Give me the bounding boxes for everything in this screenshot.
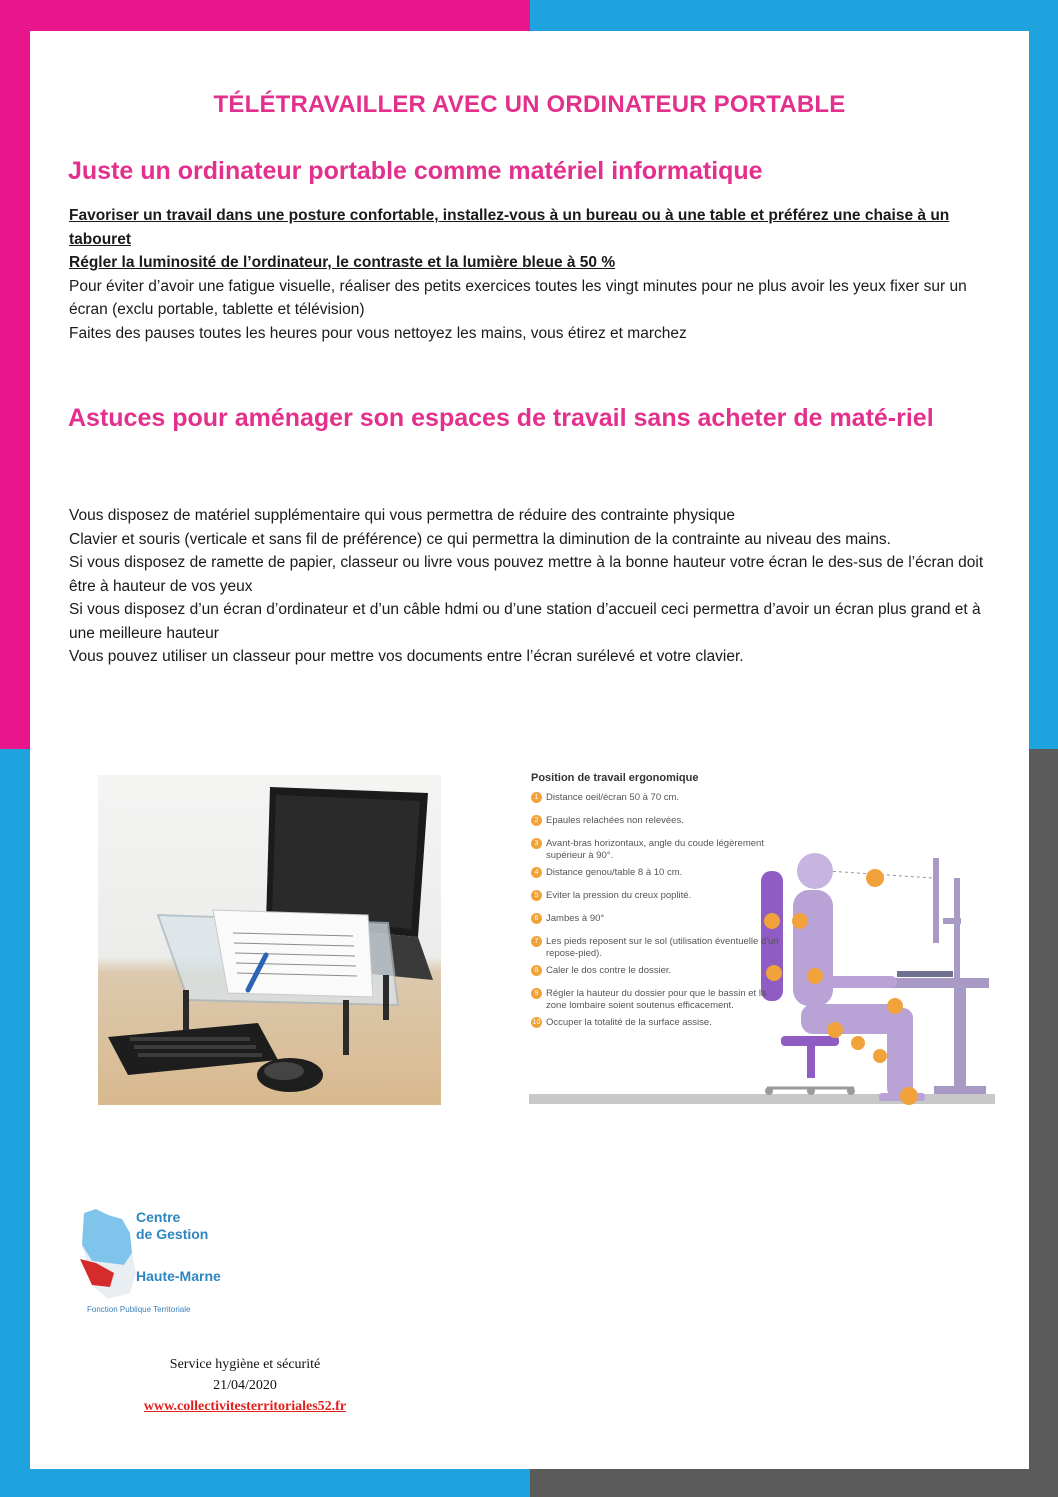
logo-line3: Haute-Marne <box>136 1268 221 1284</box>
section2-heading: Astuces pour aménager son espaces de travail sans acheter de maté-riel <box>68 404 934 432</box>
section2-line: Si vous disposez de ramette de papier, classeur ou livre vous pouvez mettre à la bonne hauteur votre écran le des-sus de l’écran doit être à hauteur de vos yeux <box>69 554 984 595</box>
ergonomic-item: 9 Régler la hauteur du dossier pour que le bassin et la zone lombaire soient soutenus efficacement. <box>531 988 781 1012</box>
number-badge: 1 <box>531 792 542 803</box>
centre-de-gestion-logo <box>74 1201 249 1331</box>
footer-date: 21/04/2020 <box>213 1378 277 1393</box>
ergonomic-title: Position de travail ergonomique <box>531 772 699 784</box>
ergonomic-item: 7 Les pieds reposent sur le sol (utilisation éventuelle d'un repose-pied). <box>531 936 781 960</box>
ergonomic-item: 5 Eviter la pression du creux poplité. <box>531 890 781 902</box>
section2-body <box>69 504 989 669</box>
ergonomic-item: 1 Distance oeil/écran 50 à 70 cm. <box>531 792 781 804</box>
number-badge: 10 <box>532 1019 541 1026</box>
section1-line: Faites des pauses toutes les heures pour vous nettoyez les mains, vous étirez et marchez <box>69 324 687 342</box>
logo-subtitle: Fonction Publique Territoriale <box>87 1305 191 1314</box>
section2-line: Clavier et souris (verticale et sans fil de préférence) ce qui permettra la diminution de la contrainte au niveau des mains. <box>69 530 891 548</box>
haute-marne-map-icon <box>74 1201 144 1311</box>
number-badge: 3 <box>531 838 542 849</box>
section2-line: Vous disposez de matériel supplémentaire qui vous permettra de réduire des contrainte physique <box>69 507 736 524</box>
ergonomic-figure <box>529 768 995 1108</box>
ergonomic-item: 2 Epaules relachées non relevées. <box>531 815 781 827</box>
section1-body <box>69 204 989 345</box>
laptop-stand-photo <box>98 775 441 1105</box>
footer <box>80 1354 410 1417</box>
number-badge: 4 <box>531 867 542 878</box>
ergonomic-item: 4 Distance genou/table 8 à 10 cm. <box>531 867 781 879</box>
section2-line: Vous pouvez utiliser un classeur pour mettre vos documents entre l’écran surélevé et votre clavier. <box>69 648 744 665</box>
number-badge: 9 <box>531 988 542 999</box>
ergonomic-list <box>531 792 781 1040</box>
number-badge: 6 <box>531 913 542 924</box>
number-badge: 8 <box>531 965 542 976</box>
ergonomic-item: 10 Occuper la totalité de la surface assise. <box>532 1017 712 1028</box>
footer-service: Service hygiène et sécurité <box>169 1357 321 1372</box>
page-title: TÉLÉTRAVAILLER AVEC UN ORDINATEUR PORTABLE <box>213 91 846 118</box>
section1-line: Pour éviter d’avoir une fatigue visuelle, réaliser des petits exercices toutes les vingt minutes pour ne plus avoir les yeux fixer sur un écran (exclu portable, tablette et télévision) <box>69 277 967 318</box>
logo-line2: de Gestion <box>136 1226 209 1242</box>
logo-line1: Centre <box>136 1209 181 1225</box>
number-badge: 7 <box>531 936 542 947</box>
footer-website-link[interactable]: www.collectivitesterritoriales52.fr <box>143 1399 347 1414</box>
section1-line: Favoriser un travail dans une posture confortable, installez-vous à un bureau ou à une table et préférez une chaise à un tabouret <box>69 207 950 248</box>
ergonomic-item: 3 Avant-bras horizontaux, angle du coude légèrement supérieur à 90°. <box>531 838 781 862</box>
section1-heading: Juste un ordinateur portable comme matériel informatique <box>68 157 763 185</box>
page-sheet <box>30 31 1029 1469</box>
number-badge: 5 <box>531 890 542 901</box>
section1-line: Régler la luminosité de l’ordinateur, le contraste et la lumière bleue à 50 % <box>69 254 616 271</box>
ergonomic-item: 8 Caler le dos contre le dossier. <box>531 965 781 977</box>
laptop-stand-illustration <box>98 775 441 1105</box>
ergonomic-item: 6 Jambes à 90° <box>531 913 781 925</box>
number-badge: 2 <box>531 815 542 826</box>
section2-line: Si vous disposez d’un écran d’ordinateur et d’un câble hdmi ou d’une station d’accueil ceci permettra d’avoir un écran plus grand et à une meilleure hauteur <box>69 601 981 642</box>
